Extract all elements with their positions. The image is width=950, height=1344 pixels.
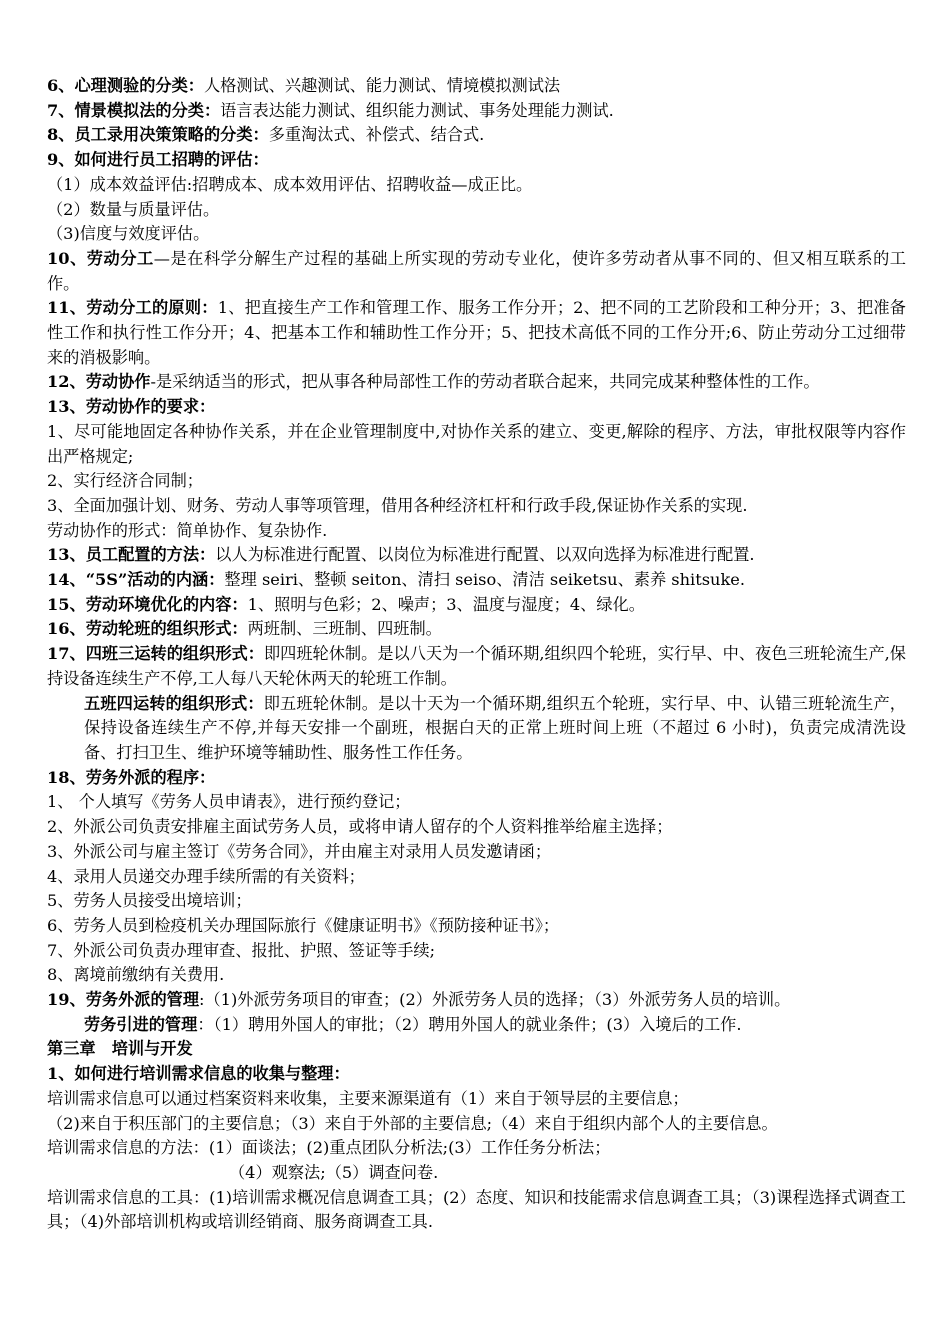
para-8: 8、员工录用决策策略的分类：多重淘汰式、补偿式、结合式. — [47, 125, 485, 145]
para-18-step-4: 4、录用人员递交办理手续所需的有关资料； — [47, 866, 365, 886]
para-18-heading: 18、劳务外派的程序： — [47, 767, 216, 787]
ch3-para-1-methods-cont: （4）观察法;（5）调查问卷. — [229, 1162, 439, 1182]
para-11: 11、劳动分工的原则：1、把直接生产工作和管理工作、服务工作分开；2、把不同的工艺阶段和工种分开；3、把准备性工作和执行性工作分开；4、把基本工作和辅助性工作分开；5、把技术高低不同的工作分开;6、防止劳动分工过细带来的消极影响。 — [47, 298, 906, 367]
para-7: 7、情景模拟法的分类：语言表达能力测试、组织能力测试、事务处理能力测试. — [47, 100, 614, 120]
para-18-step-6: 6、劳务人员到检疫机关办理国际旅行《健康证明书》《预防接种证书》； — [47, 915, 560, 935]
ch3-para-1-line-1: 培训需求信息可以通过档案资料来收集，主要来源渠道有（1）来自于领导层的主要信息； — [47, 1088, 689, 1108]
chapter-title: 第三章 培训与开发 — [47, 1039, 193, 1059]
para-18-step-8: 8、离境前缴纳有关费用. — [47, 965, 225, 985]
para-9-item-2: （2）数量与质量评估。 — [47, 199, 220, 219]
para-13-item-1: 1、尽可能地固定各种协作关系，并在企业管理制度中,对协作关系的建立、变更,解除的程序、方法，审批权限等内容作出严格规定; — [47, 421, 906, 466]
para-15: 15、劳动环境优化的内容：1、照明与色彩；2、噪声；3、温度与湿度；4、绿化。 — [47, 594, 645, 614]
para-6: 6、心理测验的分类：人格测试、兴趣测试、能力测试、情境模拟测试法 — [47, 76, 561, 95]
para-18-step-3: 3、外派公司与雇主签订《劳务合同》，并由雇主对录用人员发邀请函； — [47, 841, 552, 861]
para-18-step-7: 7、外派公司负责办理审查、报批、护照、签证等手续; — [47, 940, 436, 960]
para-9-heading: 9、如何进行员工招聘的评估： — [47, 150, 269, 170]
para-13-forms: 劳动协作的形式：简单协作、复杂协作. — [47, 520, 328, 540]
para-18-step-5: 5、劳务人员接受出境培训； — [47, 891, 252, 911]
ch3-para-1-tools: 培训需求信息的工具：(1)培训需求概况信息调查工具；(2）态度、知识和技能需求信息调查工具；（3)课程选择式调查工具；（4)外部培训机构或培训经销商、服务商调查工具. — [47, 1187, 906, 1232]
para-13b: 13、员工配置的方法：以人为标准进行配置、以岗位为标准进行配置、以双向选择为标准进行配置. — [47, 545, 755, 565]
para-18-step-2: 2、外派公司负责安排雇主面试劳务人员，或将申请人留存的个人资料推举给雇主选择； — [47, 817, 673, 837]
para-14: 14、“5S”活动的内涵：整理 seiri、整顿 seiton、清扫 seiso、清洁 seiketsu、素养 shitsuke. — [47, 570, 745, 590]
para-9-item-3: （3)信度与效度评估。 — [47, 224, 210, 244]
para-19: 19、劳务外派的管理:（1)外派劳务项目的审查；(2）外派劳务人员的选择；（3）外派劳务人员的培训。 — [47, 990, 791, 1010]
para-13-heading: 13、劳动协作的要求： — [47, 397, 216, 417]
ch3-para-1-methods: 培训需求信息的方法：(1）面谈法；(2)重点团队分析法;(3）工作任务分析法； — [47, 1138, 611, 1158]
para-10: 10、劳动分工—是在科学分解生产过程的基础上所实现的劳动专业化，使许多劳动者从事不同的、但又相互联系的工作。 — [47, 248, 906, 293]
para-17: 17、四班三运转的组织形式：即四班轮休制。是以八天为一个循环期,组织四个轮班，实行早、中、夜色三班轮流生产,保持设备连续生产不停,工人每八天轮休两天的轮班工作制。 — [47, 644, 906, 688]
ch3-para-1-heading: 1、如何进行培训需求信息的收集与整理： — [47, 1064, 350, 1084]
para-17-five-shift: 五班四运转的组织形式：即五班轮休制。是以十天为一个循环期,组织五个轮班，实行早、中、认错三班轮流生产，保持设备连续生产不停,并每天安排一个副班，根据白天的正常上班时间上班（不超过 6 小时)，负责完成清洗设备、打扫卫生、维护环境等辅助性、服务性工作任务。 — [84, 693, 906, 762]
para-18-step-1: 1、 个人填写《劳务人员申请表》，进行预约登记； — [47, 792, 411, 812]
para-13-item-3: 3、全面加强计划、财务、劳动人事等项管理，借用各种经济杠杆和行政手段,保证协作关系的实现. — [47, 495, 748, 515]
para-9-item-1: （1）成本效益评估:招聘成本、成本效用评估、招聘收益—成正比。 — [47, 174, 533, 194]
para-13-item-2: 2、实行经济合同制； — [47, 471, 203, 491]
para-12: 12、劳动协作-是采纳适当的形式，把从事各种局部性工作的劳动者联合起来，共同完成某种整体性的工作。 — [47, 372, 820, 392]
ch3-para-1-line-2: （2)来自于积压部门的主要信息；（3）来自于外部的主要信息;（4）来自于组织内部个人的主要信息。 — [47, 1113, 778, 1133]
para-19-import: 劳务引进的管理：（1）聘用外国人的审批；（2）聘用外国人的就业条件；(3）入境后的工作. — [84, 1014, 742, 1034]
para-16: 16、劳动轮班的组织形式：两班制、三班制、四班制。 — [47, 619, 442, 639]
